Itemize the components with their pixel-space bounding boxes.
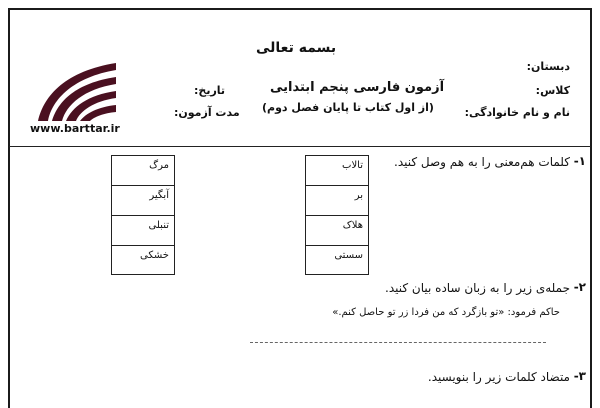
student-name-label: نام و نام خانوادگی: [464, 106, 570, 119]
duration-label: مدت آزمون: [174, 106, 240, 119]
matching-right-item: هلاک [305, 215, 369, 245]
barttar-logo-icon [30, 55, 120, 125]
matching-right-column [305, 155, 369, 275]
matching-left-column [111, 155, 175, 275]
matching-right-item: بر [305, 185, 369, 215]
matching-left-item: آبگیر [111, 185, 175, 215]
header-divider [9, 146, 591, 147]
question-1-text: کلمات هم‌معنی را به هم وصل کنید. [394, 155, 570, 169]
question-2-quote: حاکم فرمود: «تو بازگرد که من فردا زر تو حاصل کنم.» [332, 307, 560, 318]
question-1-number: ۱- [573, 154, 586, 168]
question-3-number: ۳- [573, 369, 586, 383]
exam-title: آزمون فارسی پنجم ابتدایی [270, 80, 445, 95]
question-3-text: متضاد کلمات زیر را بنویسید. [427, 370, 570, 384]
date-label: تاریخ: [194, 84, 226, 97]
matching-left-item: مرگ [111, 155, 175, 185]
school-label: دبستان: [526, 60, 570, 73]
class-label: کلاس: [535, 84, 570, 97]
question-2-number: ۲- [573, 280, 586, 294]
matching-left-item: خشکی [111, 245, 175, 275]
exam-subtitle: (از اول کتاب تا پایان فصل دوم) [262, 101, 434, 114]
matching-left-item: تنبلی [111, 215, 175, 245]
matching-right-item: تالاب [305, 155, 369, 185]
page-title: بسمه تعالی [256, 40, 337, 56]
question-2-text: جمله‌ی زیر را به زبان ساده بیان کنید. [385, 281, 570, 295]
matching-right-item: سستی [305, 245, 369, 275]
answer-line [250, 342, 546, 343]
logo-url-text: www.barttar.ir [30, 122, 120, 135]
